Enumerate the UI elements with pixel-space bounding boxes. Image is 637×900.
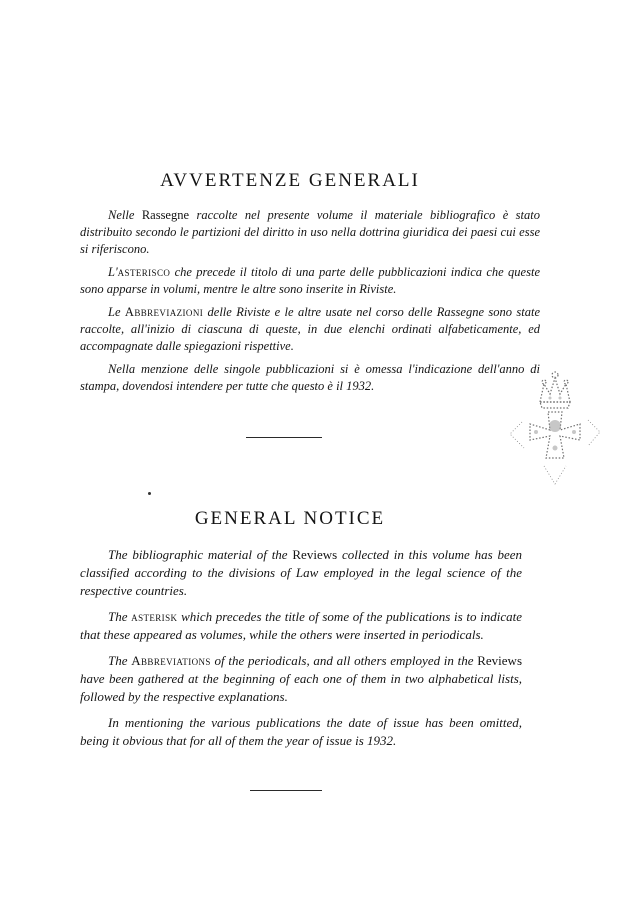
italian-paragraph-2 [80,264,540,298]
crowned-cross-stamp-icon [500,362,610,497]
text-fragment: have been gathered at the beginning of each one of them in two alphabetical lists, followed by the respective explanations. [80,671,522,704]
text-fragment: collected in this volume has been classified according to the divisions of Law employed in the legal science of the respective countries. [80,547,522,598]
asterisco-word: asterisco [117,265,171,279]
rassegne-word: Rassegne [141,208,190,222]
text-fragment: of the periodicals, and all others employed in the [214,653,474,668]
english-paragraph-2 [80,608,522,644]
text-fragment: raccolte nel presente volume il materiale bibliografico è stato distribuito secondo le partizioni del diritto in uso nella dottrina giuridica dei paesi cui esse si riferiscono. [80,208,540,256]
text-fragment: delle Riviste e le altre usate nel corso delle Rassegne sono state raccolte, all'inizio di ciascuna di queste, in due elenchi ordinati alfabeticamente, ed accompagnate dalle spiegazioni rispettive. [80,305,540,353]
section-divider [246,437,322,438]
text-fragment: che precede il titolo di una parte delle pubblicazioni indica che queste sono apparse in volumi, mentre le altre sono inserite in Riviste. [80,265,540,296]
italian-paragraph-4: Nella menzione delle singole pubblicazioni si è omessa l'indicazione dell'anno di stampa, dovendosi intendere per tutte che questo è il 1932. [80,362,540,393]
italian-paragraph-3 [80,304,540,355]
english-paragraph-1 [80,546,522,600]
english-paragraph-3 [80,652,522,706]
reviews-word: Reviews [292,547,338,562]
text-fragment: The bibliographic material of the [108,547,288,562]
text-fragment: Nelle [108,208,135,222]
end-divider [250,790,322,791]
print-speck [148,492,151,495]
abbreviazioni-word: Abbreviazioni [124,305,204,319]
text-fragment: The [108,653,128,668]
italian-paragraph-1 [80,207,540,258]
text-fragment: L' [108,265,118,279]
reviews-word: Reviews [477,653,523,668]
text-fragment: The [108,609,128,624]
text-fragment: which precedes the title of some of the publications is to indicate that these appeared as volumes, while the others were inserted in periodicals. [80,609,523,642]
text-fragment: Le [108,305,121,319]
english-paragraph-4: In mentioning the various publications the date of issue has been omitted, being it obvious that for all of them the year of issue is 1932. [80,715,522,748]
italian-title: AVVERTENZE GENERALI [160,170,420,191]
english-notice [80,546,522,758]
italian-notice [80,207,540,401]
abbreviations-word: Abbreviations [131,653,211,668]
english-title: GENERAL NOTICE [194,508,386,529]
asterisk-word: asterisk [131,609,178,624]
